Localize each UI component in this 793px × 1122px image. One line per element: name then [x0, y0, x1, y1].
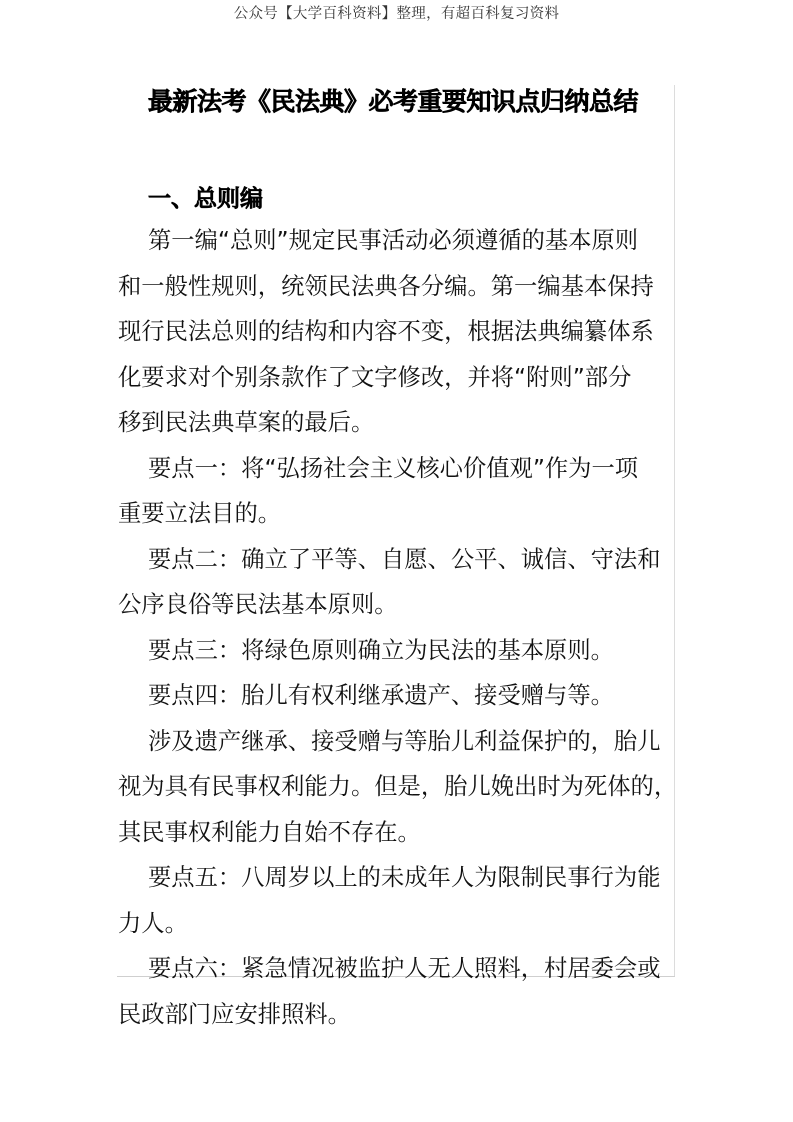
text-line: 要点三：将绿色原则确立为民法的基本原则。 [148, 636, 614, 664]
paragraph-point-4 [118, 673, 678, 719]
text-line: 化要求对个别条款作了文字修改，并将“附则”部分 [118, 363, 632, 391]
watermark-header: 公众号【大学百科资料】整理，有超百科复习资料 [233, 6, 560, 22]
section-heading: 一、总则编 [148, 186, 263, 212]
paragraph-point-6 [118, 946, 678, 1037]
text-line: 视为具有民事权利能力。但是，胎儿娩出时为死体的， [118, 773, 678, 800]
paragraph-point-1 [118, 446, 678, 537]
text-line: 要点二：确立了平等、自愿、公平、诚信、守法和 [148, 545, 661, 573]
document-body [118, 218, 678, 1037]
text-line: 第一编“总则”规定民事活动必须遵循的基本原则 [148, 227, 639, 254]
paragraph-point-2 [118, 537, 678, 628]
text-line: 现行民法总则的结构和内容不变，根据法典编纂体系 [118, 318, 654, 345]
paragraph-fetus-rights [118, 719, 678, 856]
text-line: 涉及遗产继承、接受赠与等胎儿利益保护的，胎儿 [148, 727, 661, 755]
text-line: 力人。 [118, 909, 188, 937]
text-line: 要点一：将“弘扬社会主义核心价值观”作为一项 [148, 454, 639, 482]
paragraph-intro [118, 218, 678, 446]
text-line: 要点六：紧急情况被监护人无人照料，村居委会或 [148, 955, 661, 982]
text-line: 其民事权利能力自始不存在。 [118, 818, 421, 846]
text-line: 移到民法典草案的最后。 [118, 409, 375, 436]
text-line: 公序良俗等民法基本原则。 [118, 591, 398, 618]
paragraph-point-3 [118, 628, 678, 674]
text-line: 要点五：八周岁以上的未成年人为限制民事行为能 [148, 864, 661, 891]
paragraph-point-5 [118, 855, 678, 946]
text-line: 民政部门应安排照料。 [118, 1000, 351, 1028]
document-title: 最新法考《民法典》必考重要知识点归纳总结 [148, 87, 639, 116]
text-line: 和一般性规则，统领民法典各分编。第一编基本保持 [118, 272, 654, 300]
text-line: 要点四：胎儿有权利继承遗产、接受赠与等。 [148, 682, 614, 709]
text-line: 重要立法目的。 [118, 500, 282, 527]
